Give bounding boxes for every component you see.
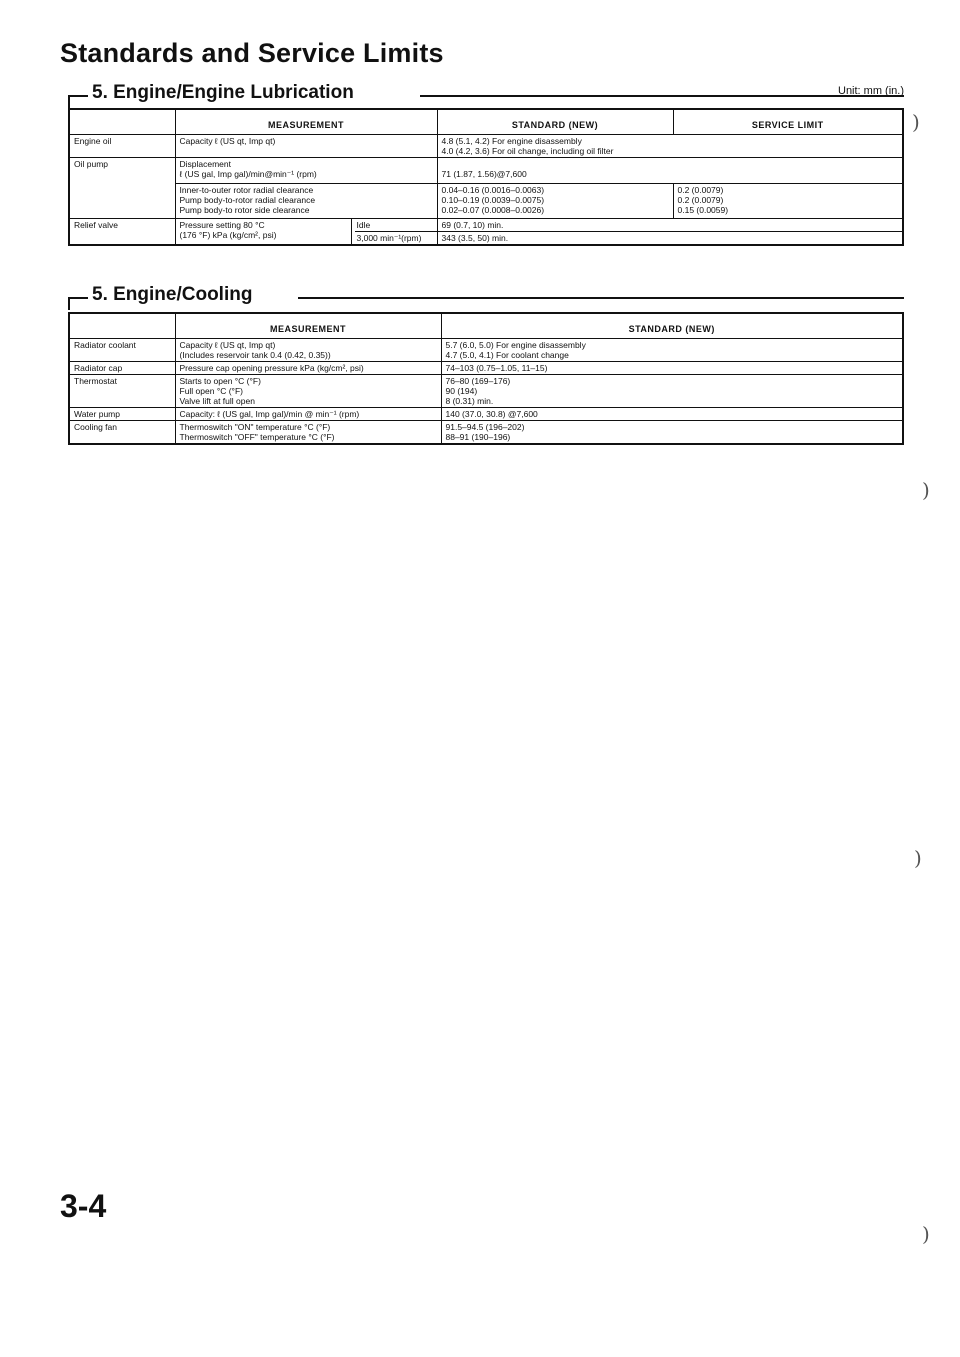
condition-idle: Idle bbox=[356, 220, 371, 230]
table-row bbox=[69, 362, 903, 375]
measurement-cell bbox=[175, 158, 437, 184]
measurement-line: Pump body-to rotor side clearance bbox=[179, 205, 310, 215]
table-row bbox=[69, 158, 903, 184]
standard-line: 4.8 (5.1, 4.2) For engine disassembly bbox=[441, 136, 582, 146]
standard-line: 69 (0.7, 10) min. bbox=[441, 220, 504, 230]
standard-cell bbox=[437, 219, 903, 246]
header-blank bbox=[69, 313, 175, 339]
standard-cell bbox=[441, 421, 903, 445]
measurement-cell: Capacity ℓ (US qt, Imp qt) bbox=[175, 135, 437, 158]
standard-cell bbox=[437, 184, 673, 219]
measurement-line: Capacity ℓ (US qt, Imp qt) bbox=[179, 340, 276, 350]
item-name: Water pump bbox=[69, 408, 175, 421]
standard-line: 91.5–94.5 (196–202) bbox=[445, 422, 525, 432]
standard-line: 0.04–0.16 (0.0016–0.0063) bbox=[441, 185, 545, 195]
measurement-line: Pump body-to-rotor radial clearance bbox=[179, 195, 316, 205]
measurement-line: Thermoswitch "ON" temperature °C (°F) bbox=[179, 422, 331, 432]
header-standard: STANDARD (NEW) bbox=[628, 324, 715, 334]
measurement-cell: Capacity: ℓ (US gal, Imp gal)/min @ min⁻¹ (rpm) bbox=[175, 408, 441, 421]
table-row bbox=[69, 184, 903, 219]
margin-mark: ) bbox=[922, 1222, 930, 1246]
table-row bbox=[69, 219, 903, 246]
measurement-cell bbox=[175, 219, 437, 246]
table-row bbox=[69, 339, 903, 362]
measurement-cell bbox=[175, 375, 441, 408]
measurement-cell bbox=[175, 421, 441, 445]
standard-line: 76–80 (169–176) bbox=[445, 376, 511, 386]
standard-line: 8 (0.31) min. bbox=[445, 396, 494, 406]
measurement-cell: Pressure cap opening pressure kPa (kg/cm², psi) bbox=[175, 362, 441, 375]
section-heading-cooling: 5. Engine/Cooling bbox=[88, 284, 260, 306]
unit-label: Unit: mm (in.) bbox=[838, 85, 904, 97]
measurement-line: ℓ (US gal, Imp gal)/min@min⁻¹ (rpm) bbox=[179, 169, 317, 179]
item-name: Radiator coolant bbox=[69, 339, 175, 362]
measurement-line: (176 °F) kPa (kg/cm², psi) bbox=[179, 230, 277, 240]
standard-cell: 71 (1.87, 1.56)@7,600 bbox=[437, 158, 903, 184]
measurement-line: Displacement bbox=[179, 159, 231, 169]
standard-line: 90 (194) bbox=[445, 386, 478, 396]
standard-line: 4.7 (5.0, 4.1) For coolant change bbox=[445, 350, 569, 360]
item-name: Relief valve bbox=[69, 219, 175, 246]
table-row bbox=[69, 375, 903, 408]
item-name: Engine oil bbox=[69, 135, 175, 158]
limit-line: 0.15 (0.0059) bbox=[677, 205, 729, 215]
page-title: Standards and Service Limits bbox=[60, 38, 444, 68]
measurement-cell bbox=[175, 339, 441, 362]
standard-cell: 74–103 (0.75–1.05, 11–15) bbox=[441, 362, 903, 375]
measurement-line: Valve lift at full open bbox=[179, 396, 255, 406]
measurement-line: Full open °C (°F) bbox=[179, 386, 243, 396]
margin-mark: ) bbox=[912, 110, 920, 134]
section-rule bbox=[68, 297, 88, 299]
margin-mark: ) bbox=[914, 846, 922, 870]
header-standard: STANDARD (NEW) bbox=[437, 109, 673, 135]
item-name: Thermostat bbox=[69, 375, 175, 408]
section-rule bbox=[298, 297, 904, 299]
header-measurement: MEASUREMENT bbox=[175, 313, 441, 339]
standard-cell bbox=[441, 375, 903, 408]
standard-cell: 140 (37.0, 30.8) @7,600 bbox=[441, 408, 903, 421]
table-row bbox=[69, 408, 903, 421]
limit-line: 0.2 (0.0079) bbox=[677, 185, 724, 195]
header-service-limit: SERVICE LIMIT bbox=[751, 120, 824, 130]
section-rule bbox=[68, 95, 88, 97]
table-row bbox=[69, 135, 903, 158]
section-rule bbox=[420, 95, 904, 97]
limit-cell bbox=[673, 184, 903, 219]
margin-mark: ) bbox=[922, 478, 930, 502]
limit-line: 0.2 (0.0079) bbox=[677, 195, 724, 205]
standard-line: 343 (3.5, 50) min. bbox=[438, 231, 903, 244]
item-name: Oil pump bbox=[69, 158, 175, 219]
standard-cell bbox=[441, 339, 903, 362]
section-heading-lubrication: 5. Engine/Engine Lubrication bbox=[88, 82, 362, 104]
measurement-line: (Includes reservoir tank 0.4 (0.42, 0.35)) bbox=[179, 350, 331, 360]
standard-cell bbox=[437, 135, 903, 158]
item-name: Cooling fan bbox=[69, 421, 175, 445]
section-bracket bbox=[68, 96, 70, 108]
section-bracket bbox=[68, 298, 70, 310]
measurement-line: Pressure setting 80 °C bbox=[179, 220, 265, 230]
standard-line: 88–91 (190–196) bbox=[445, 432, 511, 442]
standard-line: 0.10–0.19 (0.0039–0.0075) bbox=[441, 195, 545, 205]
measurement-cell bbox=[175, 184, 437, 219]
standard-line: 0.02–0.07 (0.0008–0.0026) bbox=[441, 205, 545, 215]
measurement-line: Thermoswitch "OFF" temperature °C (°F) bbox=[179, 432, 335, 442]
measurement-line: Inner-to-outer rotor radial clearance bbox=[179, 185, 314, 195]
lubrication-table bbox=[68, 108, 904, 246]
measurement-line: Starts to open °C (°F) bbox=[179, 376, 261, 386]
standard-line: 4.0 (4.2, 3.6) For oil change, including oil filter bbox=[441, 146, 614, 156]
condition-rpm: 3,000 min⁻¹(rpm) bbox=[355, 231, 437, 244]
header-blank bbox=[69, 109, 175, 135]
item-name: Radiator cap bbox=[69, 362, 175, 375]
page-number: 3-4 bbox=[60, 1188, 107, 1224]
cooling-table bbox=[68, 312, 904, 445]
standard-line: 5.7 (6.0, 5.0) For engine disassembly bbox=[445, 340, 586, 350]
header-measurement: MEASUREMENT bbox=[175, 109, 437, 135]
table-row bbox=[69, 421, 903, 445]
